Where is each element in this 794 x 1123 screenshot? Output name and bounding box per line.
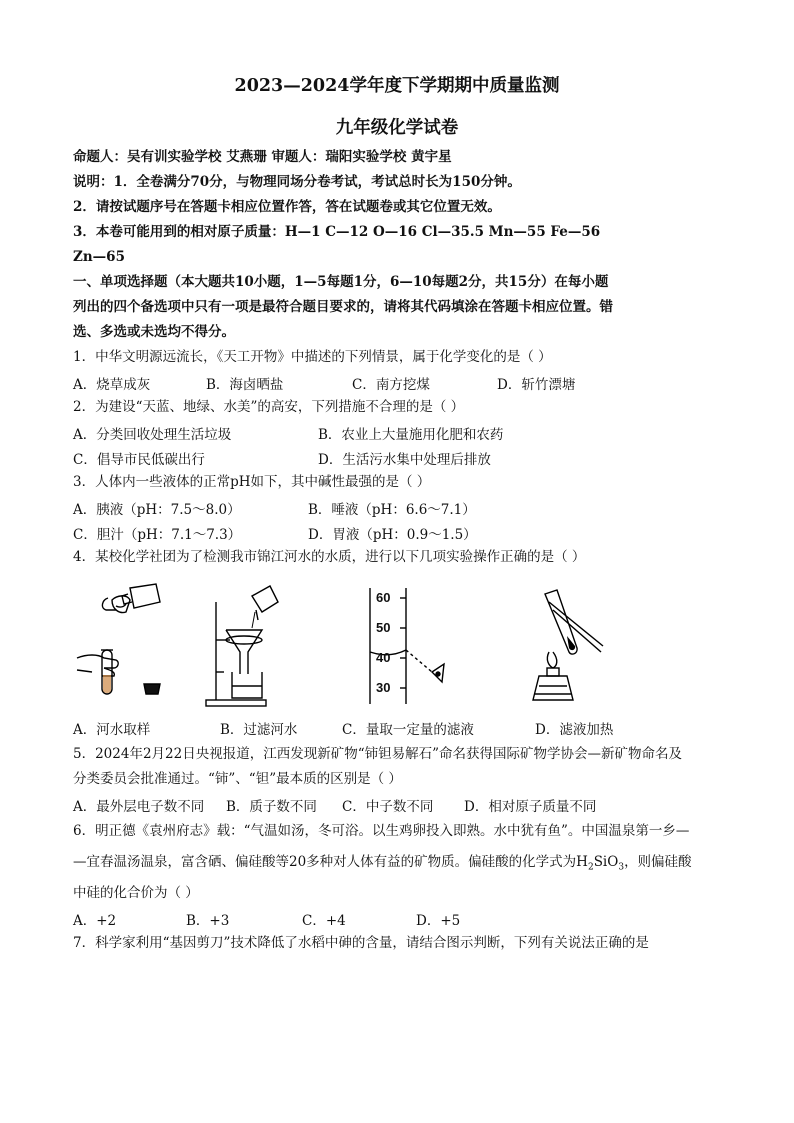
note-1: 说明：1．全卷满分70分，与物理同场分卷考试，考试总时长为150分钟。: [73, 174, 521, 190]
q3-option-d: D．胃液（pH：0.9～1.5）: [308, 527, 477, 543]
figure-heating: [505, 590, 605, 710]
q3-option-c: C．胆汁（pH：7.1～7.3）: [73, 527, 242, 543]
q6-option-c: C．+4: [302, 913, 346, 929]
figure-sampling: [72, 580, 172, 710]
figure-graduated-cylinder: [362, 586, 472, 706]
q2-option-d: D．生活污水集中处理后排放: [318, 452, 491, 468]
cylinder-tick-60: 60: [376, 590, 391, 605]
authors-line: 命题人：吴有训实验学校 艾燕珊 审题人：瑞阳实验学校 黄宇星: [73, 149, 452, 165]
page-title: 2023—2024学年度下学期期中质量监测: [234, 76, 560, 96]
q6-option-d: D．+5: [416, 913, 461, 929]
section1-line3: 选、多选或未选均不得分。: [73, 324, 235, 340]
note-3-cont: Zn—65: [73, 249, 125, 265]
q5-line2: 分类委员会批准通过。“铈”、“钽”最本质的区别是（ ）: [73, 771, 402, 787]
q7-stem: 7．科学家利用“基因剪刀”技术降低了水稻中砷的含量，请结合图示判断，下列有关说法正确的是: [73, 935, 649, 951]
note-2: 2．请按试题序号在答题卡相应位置作答，答在试题卷或其它位置无效。: [73, 199, 501, 215]
q1-option-b: B．海卤晒盐: [206, 377, 284, 393]
cylinder-tick-40: 40: [376, 650, 391, 665]
q4-option-a: A．河水取样: [73, 722, 151, 738]
q1-option-c: C．南方挖煤: [352, 377, 430, 393]
cylinder-tick-30: 30: [376, 680, 391, 695]
q4-option-b: B．过滤河水: [220, 722, 298, 738]
q4-option-c: C．量取一定量的滤液: [342, 722, 474, 738]
q4-option-d: D．滤液加热: [535, 722, 614, 738]
q3-option-b: B．唾液（pH：6.6～7.1）: [308, 502, 476, 518]
q6-option-a: A．+2: [73, 913, 117, 929]
q2-option-a: A．分类回收处理生活垃圾: [73, 427, 232, 443]
q6-line2: [73, 853, 724, 877]
q1-option-d: D．斩竹漂塘: [497, 377, 576, 393]
q3-stem: 3．人体内一些液体的正常pH如下，其中碱性最强的是（ ）: [73, 474, 431, 490]
q3-option-a: A．胰液（pH：7.5～8.0）: [73, 502, 241, 518]
figure-filtration: [200, 582, 300, 712]
q4-stem: 4．某校化学社团为了检测我市锦江河水的水质，进行以下几项实验操作正确的是（ ）: [73, 549, 586, 565]
cylinder-tick-50: 50: [376, 620, 391, 635]
q5-option-c: C．中子数不同: [342, 799, 434, 815]
q5-option-d: D．相对原子质量不同: [464, 799, 597, 815]
q1-stem: 1．中华文明源远流长，《天工开物》中描述的下列情景，属于化学变化的是（ ）: [73, 349, 552, 365]
section1-line2: 列出的四个备选项中只有一项是最符合题目要求的，请将其代码填涂在答题卡相应位置。错: [73, 299, 613, 315]
page-subtitle: 九年级化学试卷: [335, 118, 459, 138]
q5-option-a: A．最外层电子数不同: [73, 799, 205, 815]
q1-option-a: A．烧草成灰: [73, 377, 151, 393]
q6-line2-tail: ，则偏硅酸: [624, 854, 692, 870]
q5-option-b: B．质子数不同: [226, 799, 317, 815]
q6-option-b: B．+3: [186, 913, 230, 929]
q6-formula-sub2: 2: [587, 862, 594, 873]
q6-formula-sio: SiO: [593, 854, 619, 870]
q6-line2-text: —宜春温汤温泉，富含硒、偏硅酸等20多种对人体有益的矿物质。偏硅酸的化学式为H: [73, 854, 588, 870]
section1-line1: 一、单项选择题（本大题共10小题，1—5每题1分，6—10每题2分，共15分）在每小题: [73, 274, 609, 290]
q2-option-c: C．倡导市民低碳出行: [73, 452, 205, 468]
q6-formula-sub3: 3: [618, 862, 625, 873]
q5-line1: 5．2024年2月22日央视报道，江西发现新矿物“铈钽易解石”命名获得国际矿物学协会—新矿物命名及: [73, 746, 683, 762]
q6-line1: 6．明正德《袁州府志》载：“气温如汤，冬可浴。以生鸡卵投入即熟。水中犹有鱼”。中国温泉第一乡—: [73, 823, 690, 839]
q2-stem: 2．为建设“天蓝、地绿、水美”的高安，下列措施不合理的是（ ）: [73, 399, 465, 415]
note-3: 3．本卷可能用到的相对原子质量：H—1 C—12 O—16 Cl—35.5 Mn—55 Fe—56: [73, 224, 601, 240]
q6-line3: 中硅的化合价为（ ）: [73, 885, 199, 901]
q2-option-b: B．农业上大量施用化肥和农药: [318, 427, 504, 443]
